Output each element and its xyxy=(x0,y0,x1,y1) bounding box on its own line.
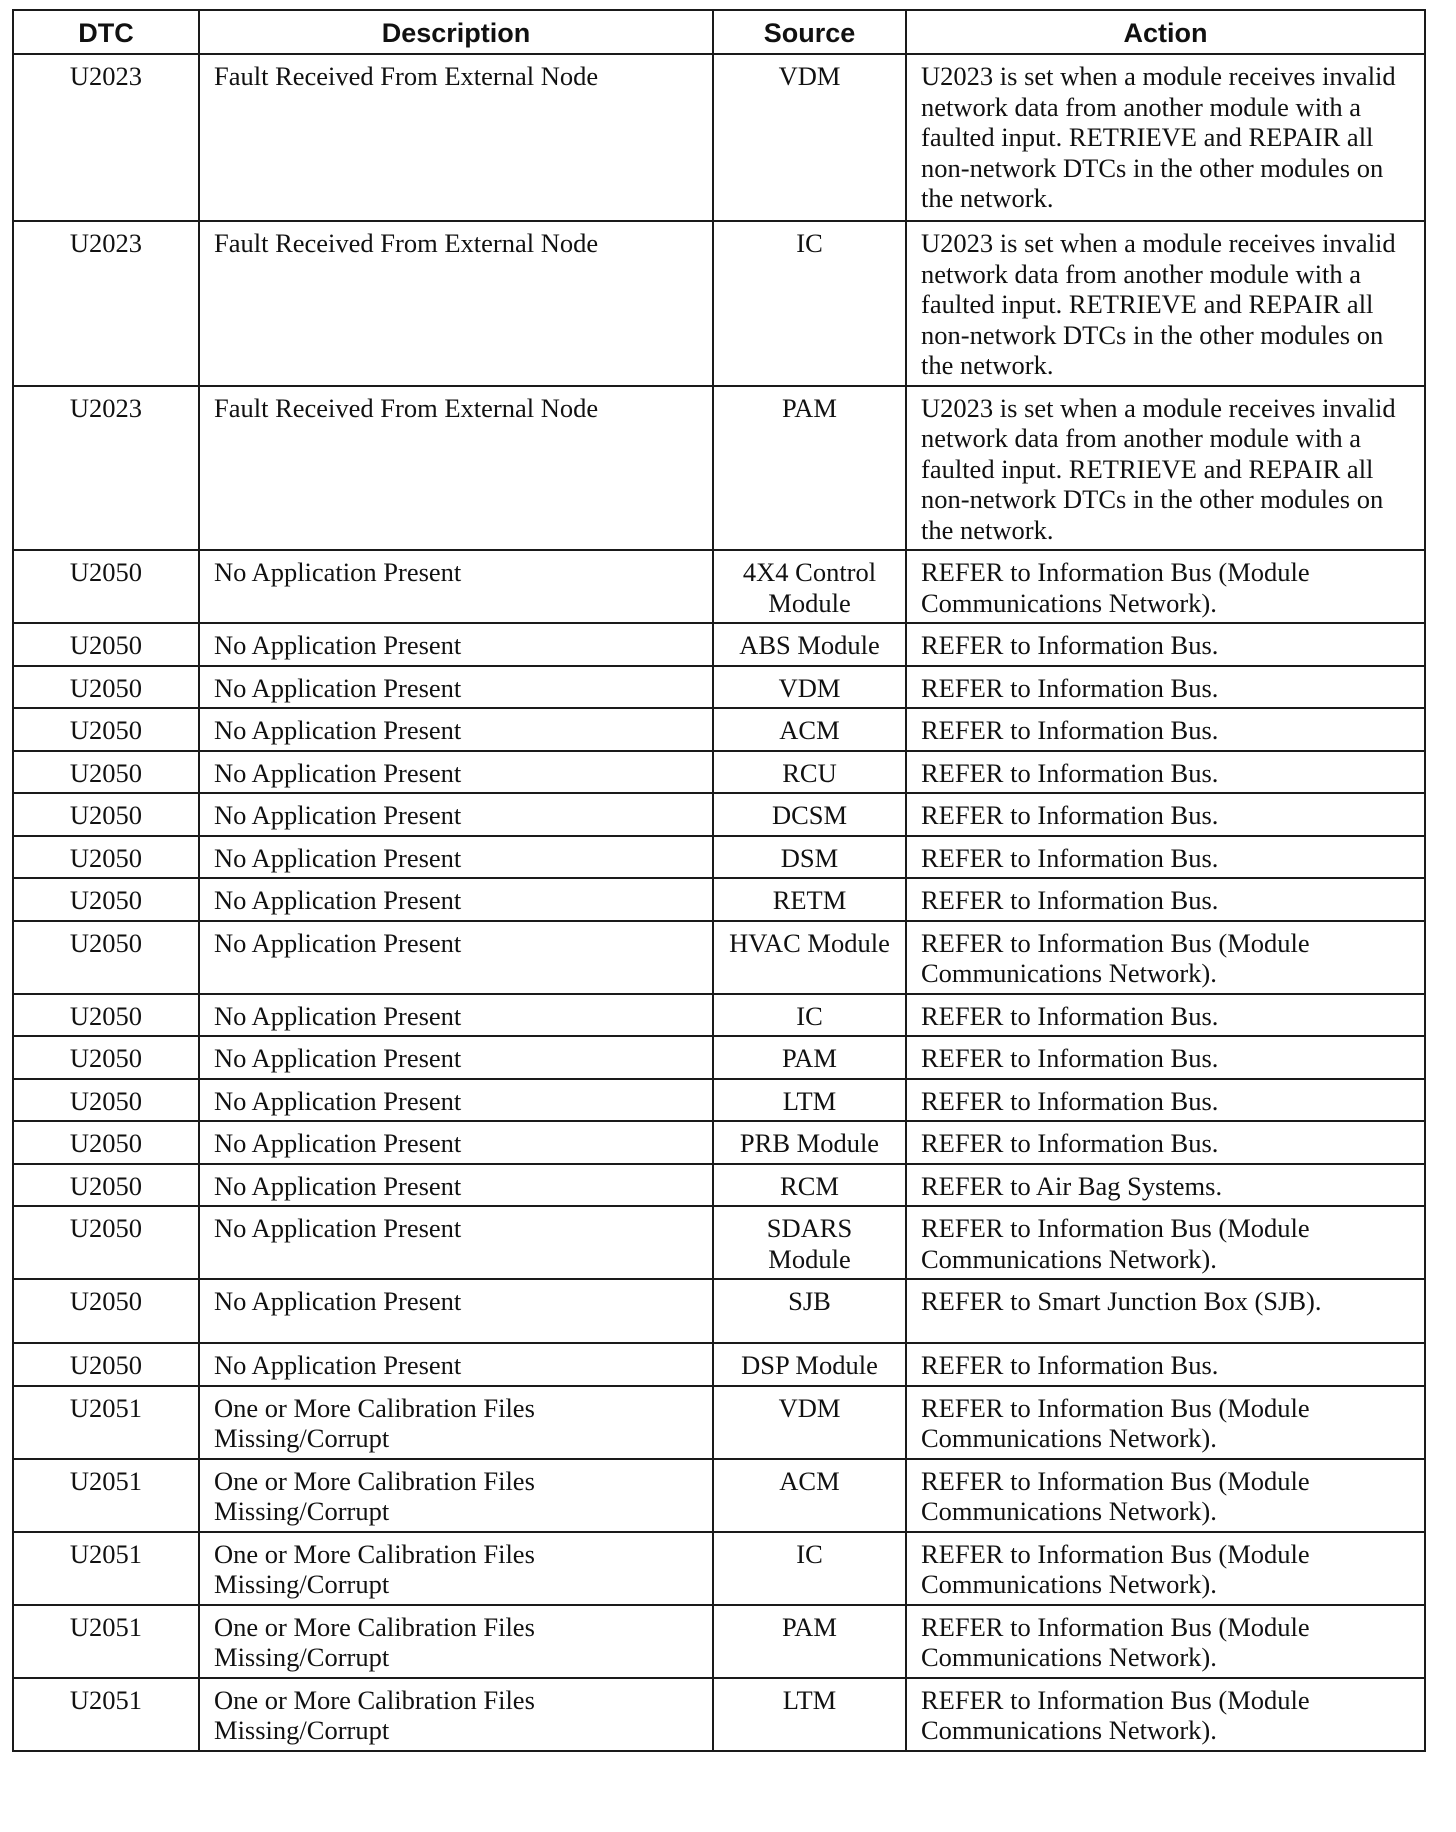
cell-source: ACM xyxy=(713,708,906,751)
cell-action: REFER to Information Bus (Module Communications Network). xyxy=(906,921,1425,994)
table-row xyxy=(13,1678,1425,1751)
table-row xyxy=(13,921,1425,994)
table-row xyxy=(13,550,1425,623)
cell-source: IC xyxy=(713,1532,906,1605)
cell-description: No Application Present xyxy=(199,550,713,623)
cell-description: One or More Calibration Files Missing/Corrupt xyxy=(199,1605,713,1678)
cell-action: REFER to Information Bus (Module Communications Network). xyxy=(906,1206,1425,1279)
cell-description: Fault Received From External Node xyxy=(199,386,713,551)
cell-source: SDARS Module xyxy=(713,1206,906,1279)
cell-description: No Application Present xyxy=(199,836,713,879)
table-row xyxy=(13,54,1425,221)
table-header-row xyxy=(13,10,1425,54)
cell-action: REFER to Smart Junction Box (SJB). xyxy=(906,1279,1425,1343)
cell-dtc: U2050 xyxy=(13,623,199,666)
table-row xyxy=(13,751,1425,794)
cell-dtc: U2051 xyxy=(13,1386,199,1459)
cell-source: IC xyxy=(713,221,906,386)
cell-source: DSM xyxy=(713,836,906,879)
cell-action: REFER to Information Bus. xyxy=(906,836,1425,879)
dtc-table xyxy=(12,9,1426,1752)
cell-source: DCSM xyxy=(713,793,906,836)
cell-description: One or More Calibration Files Missing/Corrupt xyxy=(199,1386,713,1459)
cell-action: REFER to Information Bus (Module Communications Network). xyxy=(906,1386,1425,1459)
cell-description: No Application Present xyxy=(199,1206,713,1279)
cell-dtc: U2050 xyxy=(13,1079,199,1122)
cell-action: U2023 is set when a module receives invalid network data from another module with a faulted input. RETRIEVE and REPAIR all non-network DTCs in the other modules on the network. xyxy=(906,386,1425,551)
table-row xyxy=(13,1279,1425,1343)
cell-description: One or More Calibration Files Missing/Corrupt xyxy=(199,1532,713,1605)
cell-description: No Application Present xyxy=(199,1121,713,1164)
cell-source: LTM xyxy=(713,1678,906,1751)
cell-dtc: U2050 xyxy=(13,921,199,994)
cell-dtc: U2050 xyxy=(13,878,199,921)
cell-dtc: U2050 xyxy=(13,1279,199,1343)
cell-dtc: U2050 xyxy=(13,793,199,836)
cell-source: RCU xyxy=(713,751,906,794)
cell-source: PAM xyxy=(713,1605,906,1678)
cell-source: PAM xyxy=(713,1036,906,1079)
table-row xyxy=(13,1459,1425,1532)
cell-action: REFER to Information Bus. xyxy=(906,1343,1425,1386)
cell-dtc: U2050 xyxy=(13,994,199,1037)
cell-action: REFER to Information Bus (Module Communications Network). xyxy=(906,1532,1425,1605)
header-description: Description xyxy=(199,10,713,54)
table-row xyxy=(13,1386,1425,1459)
cell-action: REFER to Information Bus. xyxy=(906,1121,1425,1164)
table-row xyxy=(13,1532,1425,1605)
table-row xyxy=(13,1036,1425,1079)
cell-action: U2023 is set when a module receives invalid network data from another module with a faulted input. RETRIEVE and REPAIR all non-network DTCs in the other modules on the network. xyxy=(906,221,1425,386)
table-row xyxy=(13,793,1425,836)
table-row xyxy=(13,1164,1425,1207)
cell-dtc: U2050 xyxy=(13,1206,199,1279)
cell-action: REFER to Information Bus. xyxy=(906,623,1425,666)
cell-source: VDM xyxy=(713,54,906,221)
cell-description: No Application Present xyxy=(199,994,713,1037)
cell-action: REFER to Information Bus. xyxy=(906,751,1425,794)
table-row xyxy=(13,1343,1425,1386)
cell-action: REFER to Air Bag Systems. xyxy=(906,1164,1425,1207)
cell-action: REFER to Information Bus. xyxy=(906,708,1425,751)
cell-source: PRB Module xyxy=(713,1121,906,1164)
cell-description: Fault Received From External Node xyxy=(199,54,713,221)
cell-description: Fault Received From External Node xyxy=(199,221,713,386)
cell-dtc: U2023 xyxy=(13,221,199,386)
cell-dtc: U2023 xyxy=(13,386,199,551)
header-dtc: DTC xyxy=(13,10,199,54)
cell-action: REFER to Information Bus. xyxy=(906,793,1425,836)
cell-action: REFER to Information Bus (Module Communications Network). xyxy=(906,1678,1425,1751)
cell-source: ABS Module xyxy=(713,623,906,666)
cell-dtc: U2051 xyxy=(13,1678,199,1751)
table-row xyxy=(13,708,1425,751)
header-action: Action xyxy=(906,10,1425,54)
cell-description: No Application Present xyxy=(199,708,713,751)
header-source: Source xyxy=(713,10,906,54)
cell-dtc: U2050 xyxy=(13,708,199,751)
cell-dtc: U2051 xyxy=(13,1605,199,1678)
cell-action: REFER to Information Bus (Module Communications Network). xyxy=(906,550,1425,623)
cell-description: No Application Present xyxy=(199,1279,713,1343)
cell-source: HVAC Module xyxy=(713,921,906,994)
cell-source: VDM xyxy=(713,666,906,709)
cell-dtc: U2051 xyxy=(13,1532,199,1605)
table-row xyxy=(13,1605,1425,1678)
cell-dtc: U2050 xyxy=(13,550,199,623)
cell-dtc: U2023 xyxy=(13,54,199,221)
table-row xyxy=(13,623,1425,666)
cell-dtc: U2050 xyxy=(13,1343,199,1386)
table-body xyxy=(13,54,1425,1751)
cell-description: One or More Calibration Files Missing/Corrupt xyxy=(199,1678,713,1751)
cell-description: No Application Present xyxy=(199,666,713,709)
cell-dtc: U2051 xyxy=(13,1459,199,1532)
cell-description: One or More Calibration Files Missing/Corrupt xyxy=(199,1459,713,1532)
table-row xyxy=(13,994,1425,1037)
table-row xyxy=(13,666,1425,709)
cell-description: No Application Present xyxy=(199,1343,713,1386)
cell-description: No Application Present xyxy=(199,1036,713,1079)
cell-dtc: U2050 xyxy=(13,1036,199,1079)
cell-dtc: U2050 xyxy=(13,836,199,879)
cell-source: RETM xyxy=(713,878,906,921)
cell-action: REFER to Information Bus (Module Communications Network). xyxy=(906,1605,1425,1678)
cell-action: U2023 is set when a module receives invalid network data from another module with a faulted input. RETRIEVE and REPAIR all non-network DTCs in the other modules on the network. xyxy=(906,54,1425,221)
cell-description: No Application Present xyxy=(199,878,713,921)
cell-description: No Application Present xyxy=(199,921,713,994)
cell-description: No Application Present xyxy=(199,793,713,836)
cell-dtc: U2050 xyxy=(13,751,199,794)
cell-dtc: U2050 xyxy=(13,1164,199,1207)
cell-source: DSP Module xyxy=(713,1343,906,1386)
table-row xyxy=(13,1079,1425,1122)
table-row xyxy=(13,878,1425,921)
cell-dtc: U2050 xyxy=(13,666,199,709)
cell-action: REFER to Information Bus. xyxy=(906,878,1425,921)
cell-source: ACM xyxy=(713,1459,906,1532)
cell-source: LTM xyxy=(713,1079,906,1122)
cell-dtc: U2050 xyxy=(13,1121,199,1164)
table-row xyxy=(13,836,1425,879)
cell-description: No Application Present xyxy=(199,623,713,666)
table-row xyxy=(13,1121,1425,1164)
cell-source: VDM xyxy=(713,1386,906,1459)
table-row xyxy=(13,1206,1425,1279)
cell-source: PAM xyxy=(713,386,906,551)
cell-description: No Application Present xyxy=(199,1164,713,1207)
table-row xyxy=(13,386,1425,551)
cell-source: IC xyxy=(713,994,906,1037)
cell-action: REFER to Information Bus. xyxy=(906,666,1425,709)
cell-source: 4X4 Control Module xyxy=(713,550,906,623)
cell-description: No Application Present xyxy=(199,1079,713,1122)
table-row xyxy=(13,221,1425,386)
cell-source: RCM xyxy=(713,1164,906,1207)
cell-action: REFER to Information Bus. xyxy=(906,1036,1425,1079)
cell-action: REFER to Information Bus (Module Communications Network). xyxy=(906,1459,1425,1532)
cell-action: REFER to Information Bus. xyxy=(906,994,1425,1037)
cell-action: REFER to Information Bus. xyxy=(906,1079,1425,1122)
cell-description: No Application Present xyxy=(199,751,713,794)
cell-source: SJB xyxy=(713,1279,906,1343)
